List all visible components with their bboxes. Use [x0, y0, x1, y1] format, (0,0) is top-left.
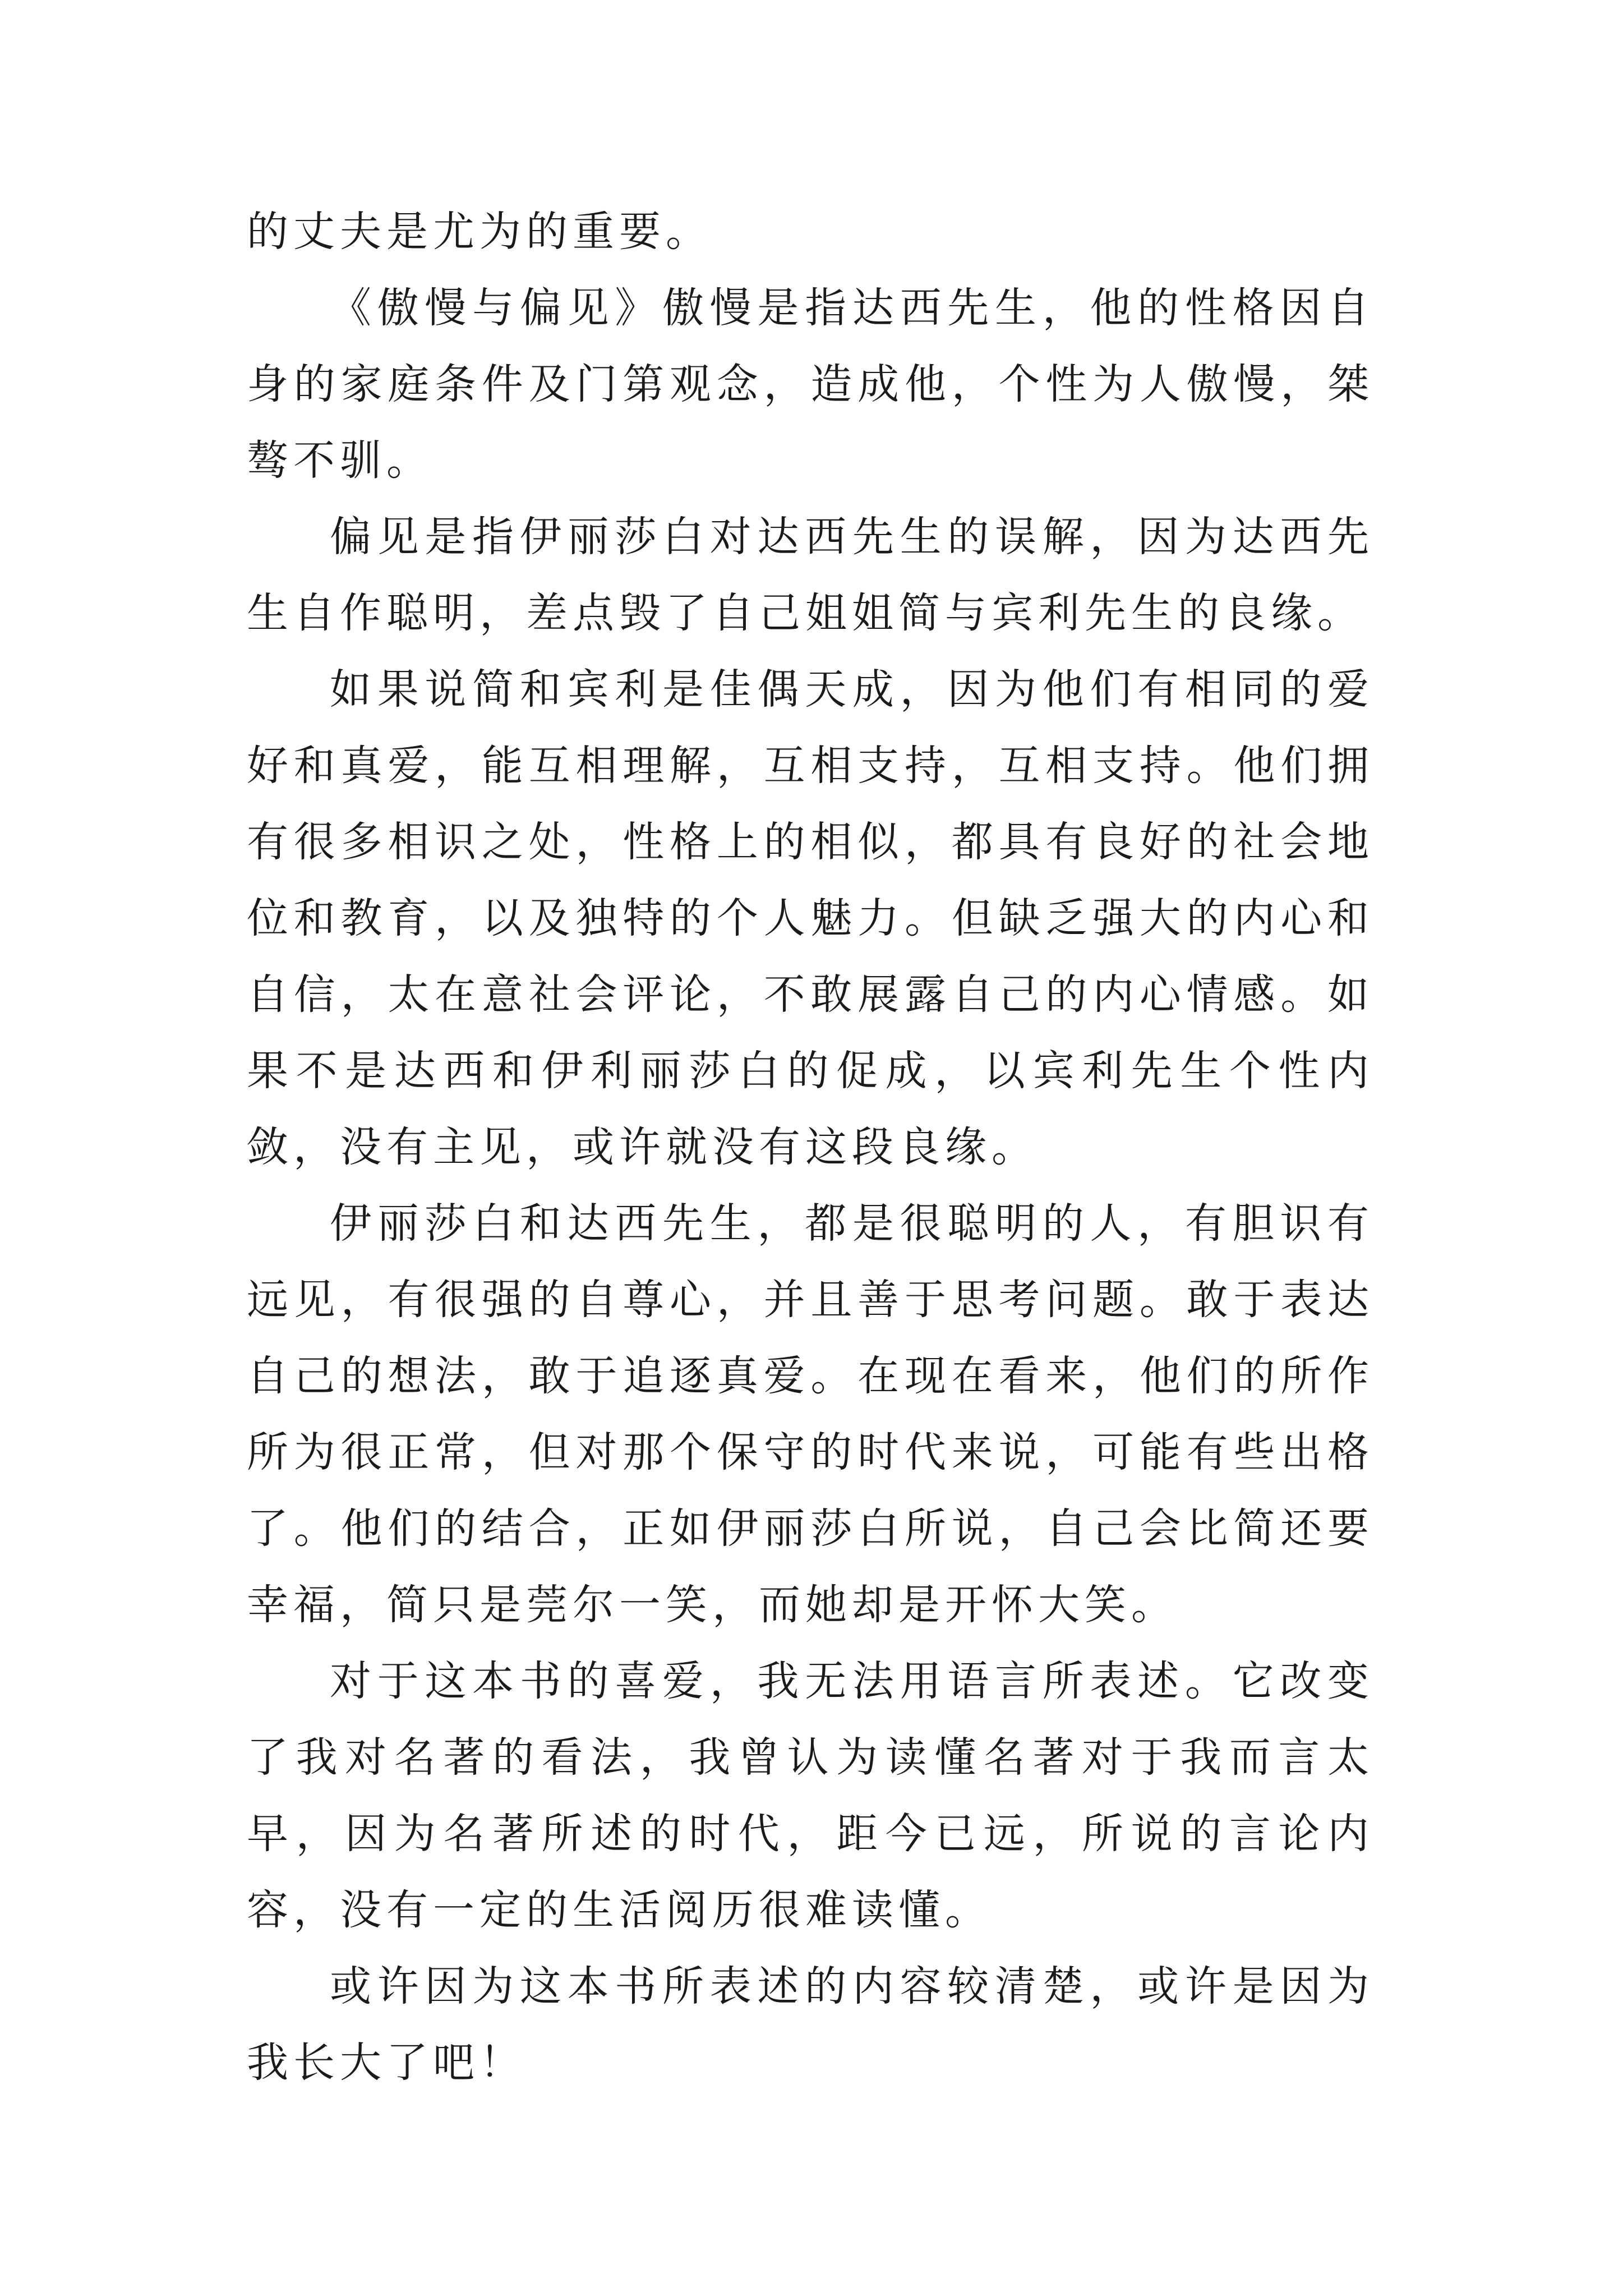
paragraph-pride-definition: 《傲慢与偏见》傲慢是指达西先生，他的性格因自身的家庭条件及门第观念，造成他，个性为人傲慢，桀骜不驯。 — [247, 284, 1374, 485]
paragraph-conclusion: 或许因为这本书所表述的内容较清楚，或许是因为我长大了吧！ — [247, 1962, 1374, 2087]
paragraph-elizabeth-darcy: 伊丽莎白和达西先生，都是很聪明的人，有胆识有远见，有很强的自尊心，并且善于思考问题。敢于表达自己的想法，敢于追逐真爱。在现在看来，他们的所作所为很正常，但对那个保守的时代来说，可能有些出格了。他们的结合，正如伊丽莎白所说，自己会比简还要幸福，简只是莞尔一笑，而她却是开怀大笑。 — [247, 1199, 1374, 1629]
paragraph-continued: 的丈夫是尤为的重要。 — [247, 208, 712, 256]
paragraph-prejudice-definition: 偏见是指伊丽莎白对达西先生的误解，因为达西先生自作聪明，差点毁了自己姐姐简与宾利先生的良缘。 — [247, 513, 1374, 637]
paragraph-jane-bingley: 如果说简和宾利是佳偶天成，因为他们有相同的爱好和真爱，能互相理解，互相支持，互相支持。他们拥有很多相识之处，性格上的相似，都具有良好的社会地位和教育，以及独特的个人魅力。但缺乏强大的内心和自信，太在意社会评论，不敢展露自己的内心情感。如果不是达西和伊利丽莎白的促成，以宾利先生个性内敛，没有主见，或许就没有这段良缘。 — [247, 665, 1374, 1171]
paragraph-love-of-book: 对于这本书的喜爱，我无法用语言所表述。它改变了我对名著的看法，我曾认为读懂名著对于我而言太早，因为名著所述的时代，距今已远，所说的言论内容，没有一定的生活阅历很难读懂。 — [247, 1657, 1374, 1934]
document-body — [247, 194, 1374, 2101]
